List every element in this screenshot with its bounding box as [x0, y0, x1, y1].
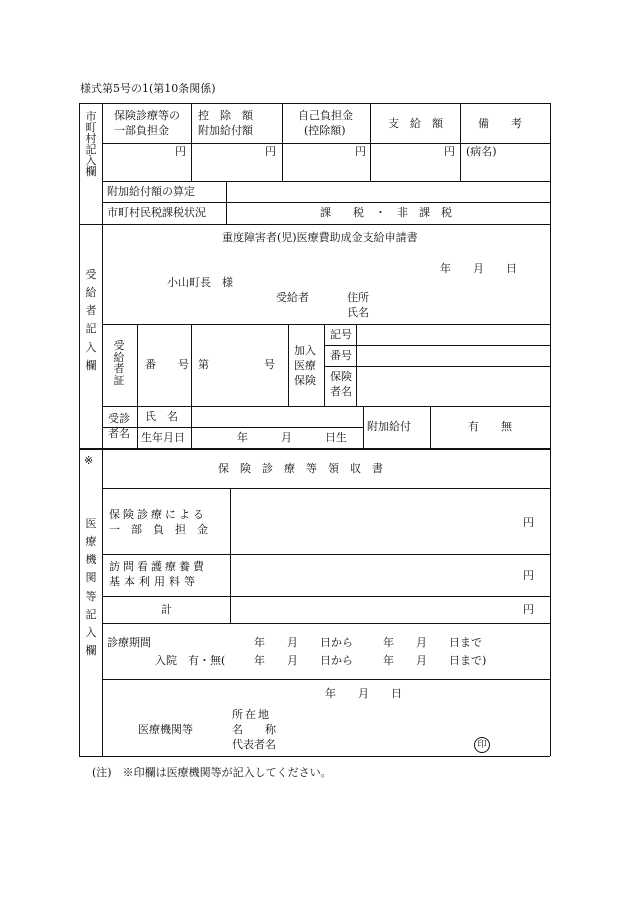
- deduction-yen: 円: [265, 145, 276, 158]
- disease-name-label: (病名): [466, 145, 497, 158]
- copay-yen: 円: [523, 516, 534, 529]
- addressee: 小山町長 様: [167, 276, 233, 289]
- insurance-number-label: 番号: [330, 349, 352, 362]
- insurance-label-2: 医療: [294, 359, 316, 372]
- city-section-label: 市 町 村 記 入 欄: [85, 110, 97, 178]
- applicant-section-label: 受 給 者 記 入 欄: [85, 268, 97, 372]
- treatment-period-from: 年 月 日から: [254, 636, 353, 649]
- tax-status-label: 市町村民税課税状況: [107, 206, 206, 219]
- inpatient-from: 年 月 日から: [254, 654, 353, 667]
- inpatient-label: 入院 有・無(: [155, 654, 226, 667]
- insurance-label-3: 保険: [294, 374, 316, 387]
- location-label: 所在地: [232, 708, 271, 721]
- extra-benefit-yes-no: 有 無: [468, 420, 512, 433]
- insurance-label-1: 加入: [294, 344, 316, 357]
- birth-date-label: 生年月日: [141, 431, 185, 444]
- total-yen: 円: [523, 603, 534, 616]
- inpatient-to: 年 月 日まで): [383, 654, 487, 667]
- remarks-header: 備 考: [478, 117, 522, 130]
- footnote: (注) ※印欄は医療機関等が記入してください。: [92, 766, 332, 779]
- visit-care-yen: 円: [523, 569, 534, 582]
- treatment-period-to: 年 月 日まで: [383, 636, 482, 649]
- benefit-header: 支 給 額: [388, 117, 443, 130]
- tax-status-value: 課 税 ・ 非 課 税: [320, 206, 452, 219]
- insurer-label-2: 者名: [330, 385, 352, 398]
- seal-mark: 印: [474, 737, 490, 753]
- patient-name-label: 氏 名: [145, 410, 178, 423]
- representative-label: 代表者名: [232, 738, 276, 751]
- recipient-label: 受給者: [276, 291, 309, 304]
- total-label: 計: [161, 603, 172, 616]
- medical-section-label: 医 療 機 関 等 記 入 欄: [85, 517, 97, 657]
- copay-label-1: 保険診療による: [109, 508, 207, 521]
- extra-benefit-label: 附加給付: [367, 420, 411, 433]
- self-pay-header-line2: (控除額): [304, 124, 346, 137]
- additional-calc-label: 附加給付額の算定: [107, 185, 195, 198]
- patient-label-2: 者名: [108, 427, 130, 440]
- institution-name-label: 名 称: [232, 723, 276, 736]
- application-date: 年 月 日: [440, 262, 517, 275]
- cert-number-label: 番 号: [145, 358, 189, 371]
- copay-yen: 円: [175, 145, 186, 158]
- treatment-period-label: 診療期間: [107, 636, 151, 649]
- copay-label-2: 一 部 負 担 金: [109, 523, 208, 536]
- benefit-yen: 円: [444, 145, 455, 158]
- receipt-date: 年 月 日: [325, 687, 402, 700]
- self-pay-yen: 円: [355, 145, 366, 158]
- insurer-label-1: 保険: [330, 370, 352, 383]
- institution-label: 医療機関等: [138, 723, 193, 736]
- application-title: 重度障害者(児)医療費助成金支給申請書: [222, 231, 418, 244]
- patient-label-1: 受診: [108, 412, 130, 425]
- name-label: 氏名: [347, 306, 369, 319]
- birth-date-value: 年 月 日生: [237, 431, 347, 444]
- cert-number-field: 第 号: [198, 358, 275, 371]
- deduction-header-line1: 控 除 額: [198, 109, 253, 122]
- self-pay-header-line1: 自己負担金: [298, 109, 353, 122]
- visit-care-label-2: 基本利用料等: [109, 575, 199, 588]
- form-code: 様式第5号の1(第10条関係): [80, 82, 216, 95]
- address-label: 住所: [347, 291, 369, 304]
- visit-care-label-1: 訪問看護療養費: [109, 560, 207, 573]
- recipient-cert-label: 受 給 者 証: [113, 339, 125, 387]
- medical-section-marker: ※: [84, 454, 94, 467]
- copay-header-line2: 一部負担金: [114, 124, 169, 137]
- symbol-label: 記号: [330, 328, 352, 341]
- receipt-title: 保 険 診 療 等 領 収 書: [218, 462, 383, 475]
- copay-header-line1: 保険診療等の: [114, 109, 180, 122]
- deduction-header-line2: 附加給付額: [198, 124, 253, 137]
